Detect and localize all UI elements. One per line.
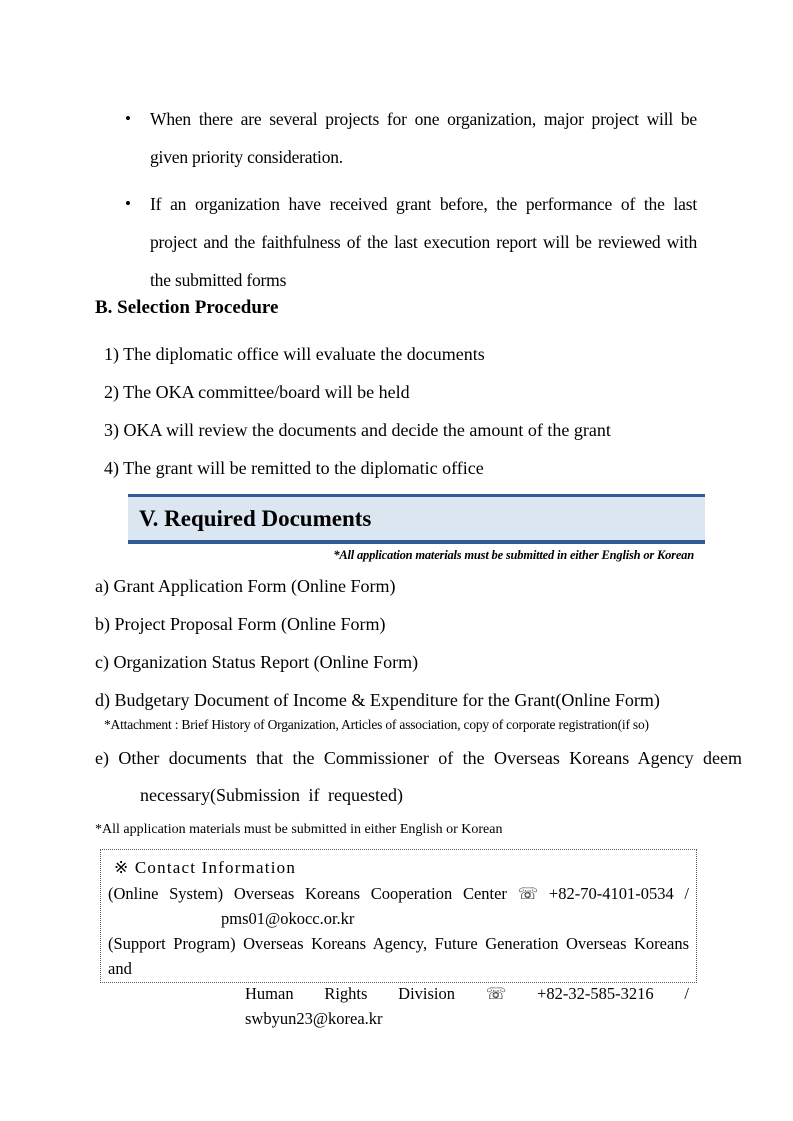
required-doc-item: b) Project Proposal Form (Online Form) [95,614,386,634]
contact-information-box [100,849,697,1028]
procedure-step: 1) The diplomatic office will evaluate the documents [104,344,485,364]
selection-note-text: When there are several projects for one organization, major project will be given priority consideration. [150,109,697,167]
bullet-icon: • [125,109,131,128]
contact-online-system-email: pms01@okocc.or.kr [221,909,355,928]
required-documents-list [95,567,660,719]
contact-support-program-detail: Human Rights Division ☏ +82-32-585-3216 / swbyun23@korea.kr [245,984,689,1028]
attachment-note: *Attachment : Brief History of Organization, Articles of association, copy of corporate registration(if so) [104,717,649,732]
language-requirement-note: *All application materials must be submitted in either English or Korean [333,548,694,562]
procedure-step: 4) The grant will be remitted to the diplomatic office [104,458,484,478]
required-doc-item-e: e) Other documents that the Commissioner of the Overseas Koreans Agency deem necessary(Submission if requested) [95,748,742,805]
selection-procedure-steps [104,335,611,487]
required-doc-item: c) Organization Status Report (Online Form) [95,652,419,672]
required-doc-item: d) Budgetary Document of Income & Expenditure for the Grant(Online Form) [95,690,660,710]
bullet-icon: • [125,194,131,213]
required-doc-item: a) Grant Application Form (Online Form) [95,576,396,596]
contact-box-title: ※ Contact Information [114,858,297,877]
selection-procedure-heading: B. Selection Procedure [95,297,279,318]
selection-note-text: If an organization have received grant before, the performance of the last project and the faithfulness of the last execution report will be reviewed with the submitted forms [150,194,697,290]
language-requirement-footer-note: *All application materials must be submitted in either English or Korean [95,822,503,837]
required-documents-section-header: V. Required Documents [128,494,705,544]
contact-support-program-line: (Support Program) Overseas Koreans Agency, Future Generation Overseas Koreans and [108,934,689,978]
selection-note-item [123,185,697,299]
procedure-step: 2) The OKA committee/board will be held [104,382,410,402]
selection-note-item [123,100,697,176]
procedure-step: 3) OKA will review the documents and decide the amount of the grant [104,420,611,440]
selection-notes-list [123,100,697,299]
contact-online-system-line: (Online System) Overseas Koreans Cooperation Center ☏ +82-70-4101-0534 / [108,884,689,903]
